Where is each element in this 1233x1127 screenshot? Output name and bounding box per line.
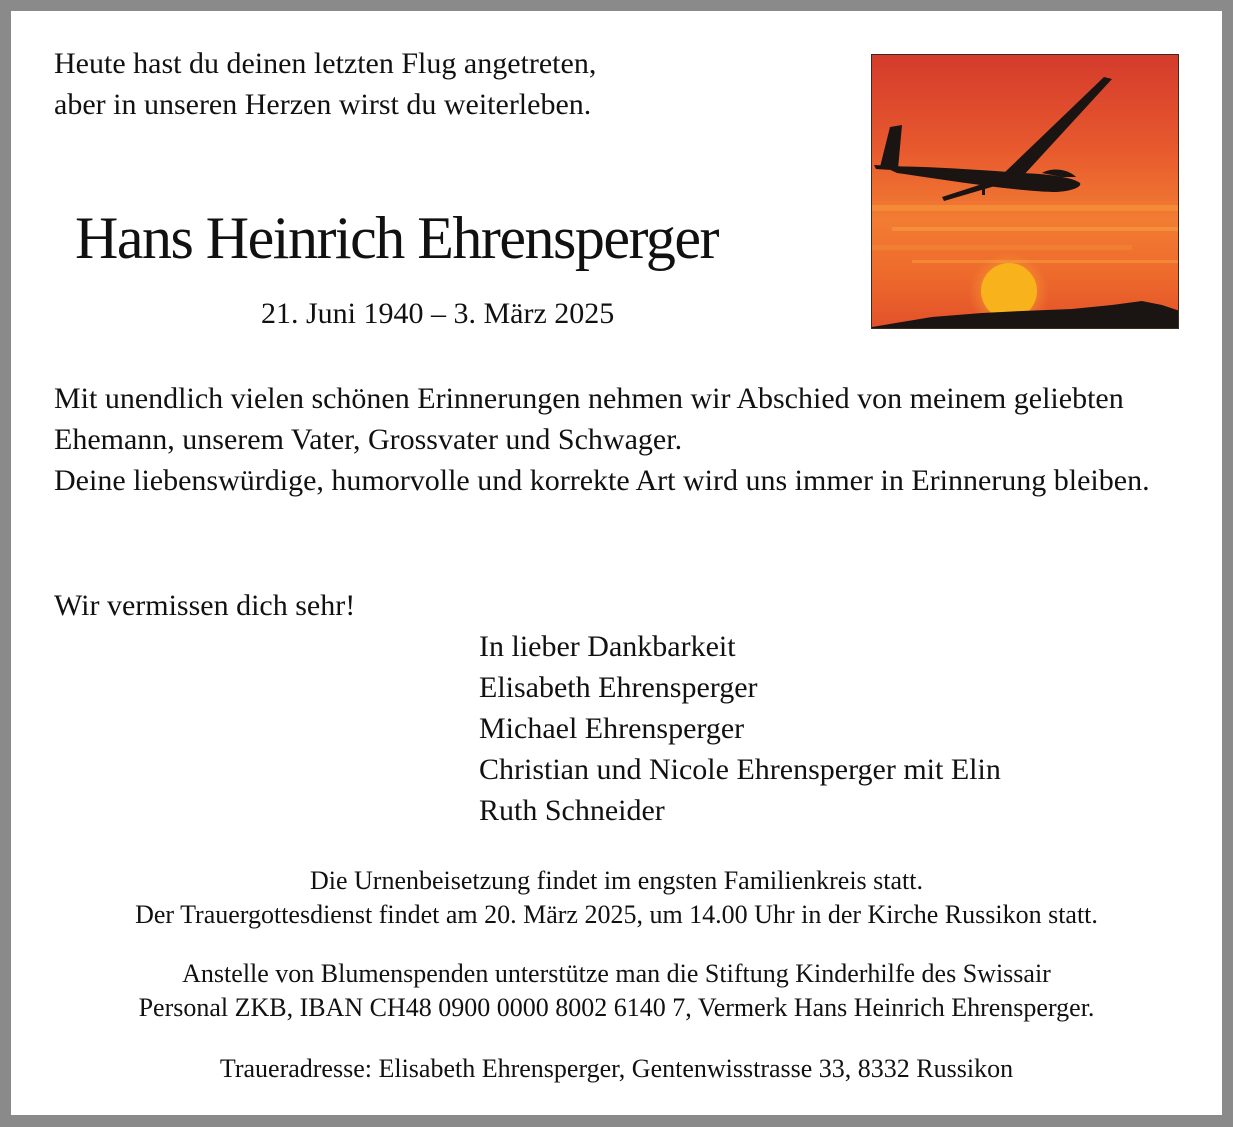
signer-name: Ruth Schneider [479,794,665,827]
signer-name: Michael Ehrensperger [479,712,745,745]
obituary-notice [11,11,1222,1115]
signature-block [479,626,1001,831]
burial-line-1: Die Urnenbeisetzung findet im engsten Familienkreis statt. [309,866,924,895]
deceased-name: Hans Heinrich Ehrensperger [75,205,718,271]
life-dates: 21. Juni 1940 – 3. März 2025 [261,297,615,330]
signer-name: Elisabeth Ehrensperger [479,671,758,704]
farewell-paragraph-1: Mit unendlich vielen schönen Erinnerungen nehmen wir Abschied von meinem geliebten Ehemann, unserem Vater, Grossvater und Schwager. [54,382,1124,456]
donation-line-2: Personal ZKB, IBAN CH48 0900 0000 8002 6140 7, Vermerk Hans Heinrich Ehrensperger. [138,993,1095,1022]
glider-sunset-image [871,54,1179,329]
closing-line: Wir vermissen dich sehr! [54,589,356,622]
farewell-paragraph-2: Deine liebenswürdige, humorvolle und korrekte Art wird uns immer in Erinnerung bleiben. [54,464,1150,497]
donation-line-1: Anstelle von Blumenspenden unterstütze man die Stiftung Kinderhilfe des Swissair [182,959,1051,988]
address-line: Traueradresse: Elisabeth Ehrensperger, Gentenwisstrasse 33, 8332 Russikon [219,1054,1014,1083]
burial-line-2: Der Trauergottesdienst findet am 20. März 2025, um 14.00 Uhr in der Kirche Russikon statt. [135,900,1098,929]
donation-notice [11,957,1222,1025]
burial-notice [11,864,1222,932]
sun-icon [981,263,1037,319]
signer-name: Christian und Nicole Ehrensperger mit Elin [479,753,1001,786]
motto-verse [54,43,596,125]
mourning-address [11,1052,1222,1086]
farewell-message [54,378,1179,501]
signature-intro: In lieber Dankbarkeit [479,630,736,663]
motto-line-1: Heute hast du deinen letzten Flug angetreten, [54,47,597,80]
motto-line-2: aber in unseren Herzen wirst du weiterleben. [54,88,592,121]
